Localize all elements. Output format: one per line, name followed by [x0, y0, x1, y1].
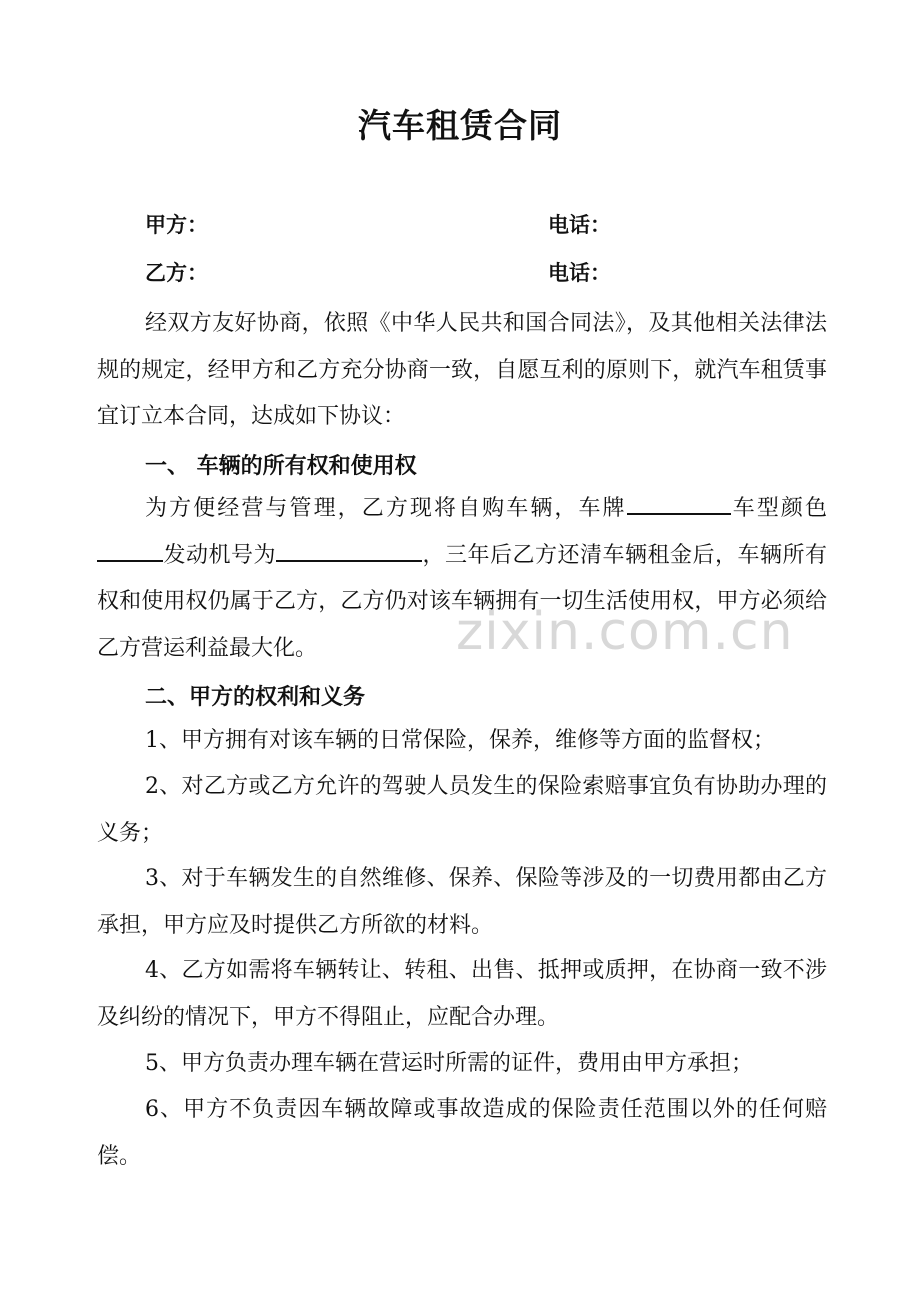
section-2-item-4: 4、乙方如需将车辆转让、转租、出售、抵押或质押，在协商一致不涉及纠纷的情况下，甲方不得阻止，应配合办理。 — [97, 958, 827, 1030]
section-1-paragraph — [97, 486, 827, 672]
party-a-phone-label: 电话： — [548, 212, 611, 237]
party-b-phone-label: 电话： — [548, 260, 611, 285]
party-b-label: 乙方： — [145, 260, 208, 285]
section-1-text-4: ，三年后乙方还清车辆租金后，车辆所有权和使用权仍属于乙方，乙方仍对该车辆拥有一切生活使用权，甲方必须给乙方营运利益最大化。 — [97, 542, 827, 661]
section-2-heading: 二、甲方的权利和义务 — [145, 684, 366, 710]
section-2-item-5: 5、甲方负责办理车辆在营运时所需的证件，费用由甲方承担； — [145, 1051, 753, 1076]
document-title: 汽车租赁合同 — [358, 106, 562, 145]
section-1-heading: 一、 车辆的所有权和使用权 — [145, 453, 417, 479]
watermark: zixin.com.cn — [456, 602, 794, 662]
section-2-item-2: 2、对乙方或乙方允许的驾驶人员发生的保险索赔事宜负有协助办理的义务； — [97, 774, 827, 846]
plate-number-blank — [627, 489, 731, 515]
section-1-text-2: 车型颜色 — [730, 496, 827, 521]
intro-paragraph: 经双方友好协商，依照《中华人民共和国合同法》，及其他相关法律法规的规定，经甲方和乙方充分协商一致，自愿互利的原则下，就汽车租赁事宜订立本合同，达成如下协议： — [97, 311, 827, 429]
engine-number-blank — [276, 536, 422, 562]
section-2-item-6: 6、甲方不负责因车辆故障或事故造成的保险责任范围以外的任何赔偿。 — [97, 1097, 827, 1169]
section-1-text-3: 发动机号为 — [163, 542, 276, 568]
section-2-item-3: 3、对于车辆发生的自然维修、保养、保险等涉及的一切费用都由乙方承担，甲方应及时提供乙方所欲的材料。 — [97, 866, 827, 938]
party-a-label: 甲方： — [145, 212, 208, 237]
section-1-text-1: 为方便经营与管理，乙方现将自购车辆，车牌 — [145, 496, 627, 521]
color-blank — [97, 536, 163, 562]
section-2-item-1: 1、甲方拥有对该车辆的日常保险，保养，维修等方面的监督权； — [145, 728, 775, 753]
